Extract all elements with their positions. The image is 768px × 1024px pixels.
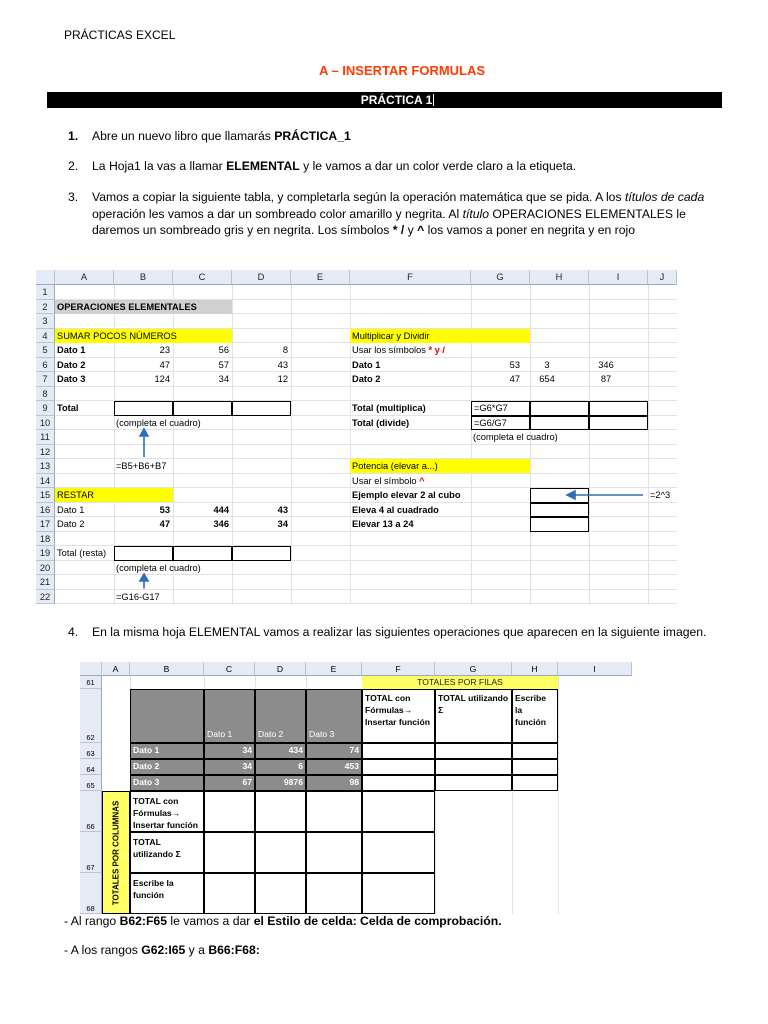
row-header[interactable]: 14 <box>36 474 55 489</box>
column-header[interactable]: A <box>102 662 130 676</box>
data-value: 654 <box>539 374 555 384</box>
potencia-example: Eleva 4 al cuadrado <box>352 504 439 515</box>
column-header[interactable]: B <box>114 270 173 285</box>
column-header[interactable]: H <box>512 662 558 676</box>
row-header[interactable]: 6 <box>36 358 55 373</box>
step-3 <box>64 189 764 259</box>
row-header[interactable]: 1 <box>36 285 55 300</box>
answer-cell[interactable] <box>306 873 362 914</box>
total-label: Total (resta) <box>57 548 107 558</box>
step-text-part: OPERACIONES ELEMENTALES le daremos un sombreado gris y en negrita. Los símbolos <box>92 206 686 237</box>
column-header[interactable]: A <box>55 270 114 285</box>
data-value: 444 <box>213 504 229 515</box>
row-header[interactable]: 65 <box>80 775 102 791</box>
column-header[interactable]: D <box>232 270 291 285</box>
step-text-part: La Hoja1 la vas a llamar <box>92 159 227 173</box>
answer-cell[interactable] <box>512 743 558 759</box>
data-value: 34 <box>277 519 288 529</box>
note-text: - A los rangos <box>64 943 142 957</box>
note-1 <box>64 914 502 928</box>
answer-cell[interactable] <box>435 775 512 791</box>
row-header[interactable]: 12 <box>36 445 55 460</box>
step-text-bold: ^ <box>417 223 425 237</box>
step-text-bold: PRÁCTICA_1 <box>274 129 351 143</box>
column-header[interactable]: C <box>204 662 255 676</box>
data-label: Dato 1 <box>352 359 381 370</box>
spreadsheet-totales <box>80 662 632 913</box>
row-header[interactable]: 64 <box>80 759 102 775</box>
row-header[interactable]: 20 <box>36 561 55 576</box>
step-text-italic: título <box>462 206 489 221</box>
data-value: 23 <box>159 345 170 355</box>
formula-box[interactable] <box>471 401 530 416</box>
row-header[interactable]: 21 <box>36 575 55 590</box>
header-total-sigma[interactable]: TOTAL utilizando Σ <box>435 689 512 743</box>
operaciones-title: OPERACIONES ELEMENTALES <box>55 300 232 314</box>
total-box[interactable] <box>173 401 232 416</box>
section-title: A – INSERTAR FORMULAS <box>318 63 486 78</box>
note-text: y a <box>185 943 209 957</box>
row-header[interactable]: 16 <box>36 503 55 518</box>
usar-simbolos <box>352 343 522 357</box>
total-box[interactable] <box>232 401 291 416</box>
column-header[interactable]: G <box>435 662 512 676</box>
step-text-italic: títulos de cada <box>624 190 705 204</box>
column-header[interactable]: I <box>589 270 648 285</box>
note-2 <box>64 943 260 957</box>
step-text-part: y <box>404 223 418 237</box>
data-value: 53 <box>159 504 170 515</box>
answer-cell[interactable] <box>512 759 558 775</box>
data-value: 53 <box>509 359 520 370</box>
totales-filas-label: TOTALES POR FILAS <box>362 676 558 689</box>
column-header[interactable]: D <box>255 662 306 676</box>
gridline <box>291 285 292 604</box>
potencia-label: Potencia (elevar a...) <box>350 459 530 473</box>
step-text-bold: ELEMENTAL <box>226 159 300 173</box>
gridline <box>558 676 559 914</box>
row-header[interactable]: 67 <box>80 832 102 873</box>
gridline <box>648 285 649 604</box>
row-header[interactable]: 10 <box>36 416 55 431</box>
data-value: 57 <box>218 359 229 370</box>
answer-box[interactable] <box>530 517 589 532</box>
data-value: 67 <box>204 775 255 791</box>
row-header[interactable]: 5 <box>36 343 55 358</box>
data-value: 47 <box>159 359 170 370</box>
data-value: 98 <box>306 775 362 791</box>
data-value: 434 <box>255 743 306 759</box>
potencia-example: Ejemplo elevar 2 al cubo <box>352 490 461 500</box>
spreadsheet-operaciones <box>36 270 671 606</box>
data-value: 6 <box>255 759 306 775</box>
data-value: 346 <box>213 519 229 529</box>
row-header[interactable]: 8 <box>36 387 55 402</box>
row-header[interactable]: 61 <box>80 676 102 689</box>
formula-text: =G6*G7 <box>474 403 508 413</box>
data-label: Dato 3 <box>130 775 204 791</box>
answer-box[interactable] <box>530 488 589 503</box>
step-text <box>92 189 732 239</box>
data-value: 43 <box>277 504 288 515</box>
data-value: 47 <box>509 374 520 384</box>
formula-text: =2^3 <box>650 490 671 500</box>
header-cell: Dato 1 <box>204 689 255 743</box>
data-label: Dato 2 <box>57 519 85 529</box>
column-header[interactable]: J <box>648 270 677 285</box>
potencia-example: Elevar 13 a 24 <box>352 519 414 529</box>
data-value: 34 <box>218 374 229 384</box>
row-total-label: Escribe la función <box>130 873 204 914</box>
column-header[interactable]: B <box>130 662 204 676</box>
step-text: En la misma hoja ELEMENTAL vamos a realizar las siguientes operaciones que aparecen en la siguiente imagen. <box>92 625 707 639</box>
answer-cell[interactable] <box>512 775 558 791</box>
column-header[interactable]: E <box>291 270 350 285</box>
row-header[interactable]: 3 <box>36 314 55 329</box>
text-cursor <box>433 94 434 106</box>
row-header[interactable]: 13 <box>36 459 55 474</box>
data-value: 124 <box>154 374 170 384</box>
total-label: Total (multiplica) <box>352 403 426 413</box>
data-value: 8 <box>282 345 288 355</box>
answer-cell[interactable] <box>204 873 255 914</box>
step-number: 1. <box>68 129 79 143</box>
data-value: 43 <box>277 359 288 370</box>
step-text <box>92 158 732 175</box>
row-total-label: TOTAL utilizando Σ <box>130 832 204 873</box>
answer-cell[interactable] <box>362 873 435 914</box>
sheet-corner[interactable] <box>36 270 55 285</box>
data-value: 3 <box>544 359 550 370</box>
column-header[interactable]: C <box>173 270 232 285</box>
row-header[interactable]: 4 <box>36 329 55 344</box>
data-value: 47 <box>159 519 170 529</box>
total-label: Total (divide) <box>352 417 410 428</box>
total-box[interactable] <box>589 416 648 431</box>
answer-cell[interactable] <box>362 759 435 775</box>
totales-columnas-label: TOTALES POR COLUMNAS <box>111 800 121 905</box>
row-header[interactable]: 18 <box>36 532 55 547</box>
row-header[interactable]: 2 <box>36 300 55 315</box>
practice-bar <box>47 92 722 108</box>
answer-cell[interactable] <box>306 791 362 832</box>
data-value: 34 <box>204 759 255 775</box>
data-value: 56 <box>218 345 229 355</box>
hint-text: (completa el cuadro) <box>473 432 558 442</box>
hint-text: (completa el cuadro) <box>116 562 201 573</box>
usar-text: Usar el símbolo <box>352 475 420 486</box>
step-number: 3. <box>68 190 79 204</box>
step-2 <box>64 158 764 176</box>
step-text-part: Abre un nuevo libro que llamarás <box>92 129 275 143</box>
row-header[interactable]: 68 <box>80 873 102 914</box>
practice-bar-label: PRÁCTICA 1 <box>360 93 433 107</box>
answer-cell[interactable] <box>362 775 435 791</box>
total-box[interactable] <box>173 546 232 561</box>
column-header[interactable]: I <box>558 662 632 676</box>
data-label: Dato 1 <box>130 743 204 759</box>
symbol-text: * y / <box>428 345 446 355</box>
row-total-label: TOTAL con Fórmulas→ Insertar función <box>130 791 204 832</box>
data-value: 12 <box>277 374 288 384</box>
row-header[interactable]: 17 <box>36 517 55 532</box>
data-value: 9876 <box>255 775 306 791</box>
total-box[interactable] <box>530 416 589 431</box>
row-header[interactable]: 19 <box>36 546 55 561</box>
total-box[interactable] <box>114 546 173 561</box>
arrow-head-icon <box>140 429 148 436</box>
data-value: 453 <box>306 759 362 775</box>
formula-text: =G6/G7 <box>474 417 507 428</box>
column-header[interactable]: E <box>306 662 362 676</box>
gridline <box>530 285 531 604</box>
gridline <box>589 285 590 604</box>
data-value: 87 <box>600 374 612 384</box>
answer-cell[interactable] <box>435 743 512 759</box>
header-cell: Dato 3 <box>306 689 362 743</box>
column-header[interactable]: H <box>530 270 589 285</box>
data-label: Dato 2 <box>130 759 204 775</box>
column-header[interactable]: F <box>350 270 471 285</box>
answer-cell[interactable] <box>362 743 435 759</box>
arrow-head-icon <box>140 574 148 581</box>
step-4 <box>64 624 764 660</box>
note-range: G62:I65 <box>141 943 186 957</box>
step-text-part: los vamos a poner en negrita y en rojo <box>424 223 635 237</box>
row-header[interactable]: 11 <box>36 430 55 445</box>
step-number: 4. <box>68 625 79 639</box>
hint-text: (completa el cuadro) <box>116 417 201 428</box>
note-range: B62:F65 <box>119 914 167 928</box>
document-header: PRÁCTICAS EXCEL <box>64 28 176 42</box>
column-header[interactable]: F <box>362 662 435 676</box>
total-box[interactable] <box>589 401 648 416</box>
answer-cell[interactable] <box>306 832 362 873</box>
row-header[interactable]: 22 <box>36 590 55 605</box>
answer-box[interactable] <box>530 503 589 518</box>
data-label: Dato 2 <box>352 374 381 384</box>
row-header[interactable]: 66 <box>80 791 102 832</box>
header-total-formulas[interactable]: TOTAL con Fórmulas→ Insertar función <box>362 689 435 743</box>
answer-cell[interactable] <box>255 873 306 914</box>
formula-box[interactable] <box>471 416 530 431</box>
usar-text: Usar los símbolos <box>352 345 429 355</box>
step-text-part: Vamos a copiar la siguiente tabla, y completarla según la operación matemática que se pida. A los <box>92 190 625 204</box>
answer-cell[interactable] <box>362 832 435 873</box>
sumar-label: SUMAR POCOS NÚMEROS <box>55 329 232 343</box>
total-box[interactable] <box>530 401 589 416</box>
answer-cell[interactable] <box>204 791 255 832</box>
step-1 <box>64 128 764 146</box>
answer-cell[interactable] <box>255 832 306 873</box>
step-text <box>92 128 732 145</box>
header-cell: Dato 2 <box>255 689 306 743</box>
mult-label: Multiplicar y Dividir <box>350 329 530 343</box>
step-number: 2. <box>68 159 79 173</box>
data-label: Dato 2 <box>57 359 86 370</box>
total-label: Total <box>57 403 79 413</box>
data-label: Dato 3 <box>57 374 86 384</box>
formula-text: =B5+B6+B7 <box>116 461 167 471</box>
step-text-part: operación les vamos a dar un sombreado color amarillo y negrita. Al <box>92 206 463 221</box>
header-escribe-funcion[interactable]: Escribe la función <box>512 689 558 743</box>
header-cell <box>130 689 204 743</box>
symbol-text: ^ <box>419 475 425 486</box>
row-header[interactable]: 15 <box>36 488 55 503</box>
row-header[interactable]: 7 <box>36 372 55 387</box>
data-label: Dato 1 <box>57 345 86 355</box>
answer-cell[interactable] <box>255 791 306 832</box>
row-header[interactable]: 9 <box>36 401 55 416</box>
formula-text: =G16-G17 <box>116 591 160 602</box>
sheet-corner[interactable] <box>80 662 102 676</box>
totales-columnas-cell <box>102 791 130 914</box>
note-style: el Estilo de celda: Celda de comprobación. <box>253 914 502 928</box>
usar-simbolo <box>352 474 492 488</box>
total-box[interactable] <box>114 401 173 416</box>
step-text-bold: * / <box>392 223 405 237</box>
data-label: Dato 1 <box>57 504 85 515</box>
data-value: 346 <box>598 359 614 370</box>
answer-cell[interactable] <box>362 791 435 832</box>
answer-cell[interactable] <box>435 759 512 775</box>
note-text: le vamos a dar <box>166 914 254 928</box>
step-text-part: y le vamos a dar un color verde claro a la etiqueta. <box>299 159 577 173</box>
total-box[interactable] <box>232 546 291 561</box>
row-header[interactable]: 63 <box>80 743 102 759</box>
data-value: 74 <box>306 743 362 759</box>
note-range: B66:F68: <box>208 943 260 957</box>
restar-label: RESTAR <box>55 488 173 502</box>
note-text: - Al rango <box>64 914 120 928</box>
column-header[interactable]: G <box>471 270 530 285</box>
data-value: 34 <box>204 743 255 759</box>
answer-cell[interactable] <box>204 832 255 873</box>
row-header[interactable]: 62 <box>80 689 102 743</box>
